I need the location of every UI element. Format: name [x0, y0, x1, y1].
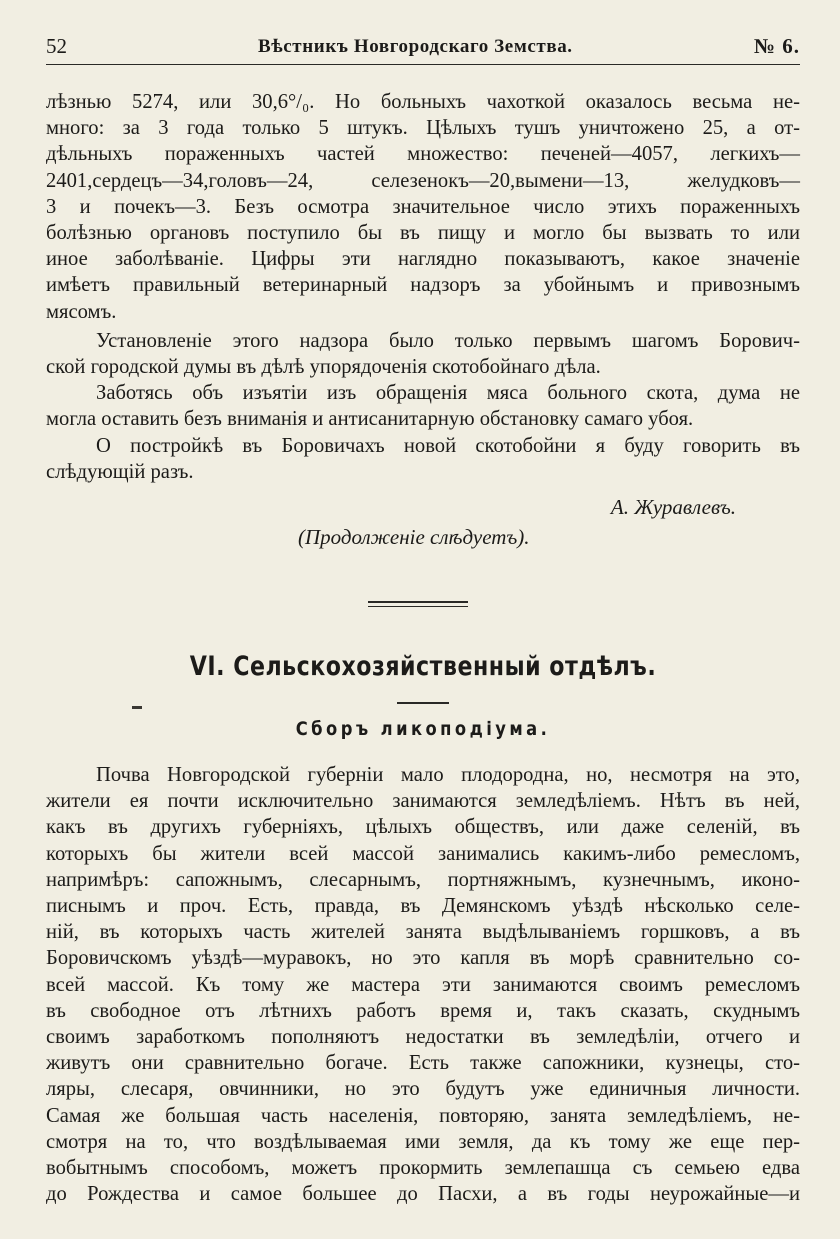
- intro-paragraph: [46, 89, 800, 325]
- text-line: дѣльныхъ пораженныхъ частей множество: печеней—4057, легкихъ—: [46, 143, 800, 166]
- journal-title: Вѣстникъ Новгородскаго Земства.: [258, 36, 573, 57]
- text-line: Установленіе этого надзора было только первымъ шагомъ Борович-: [96, 329, 800, 352]
- article-title: Сборъ ликоподіума.: [295, 718, 551, 741]
- text-line: Заботясь объ изъятіи изъ обращенія мяса больного скота, дума не: [96, 382, 800, 405]
- text-line: своимъ заработкомъ пополняютъ недостатки въ земледѣліи, отчего и: [46, 1026, 800, 1049]
- text-line: 3 и почекъ—3. Безъ осмотра значительное число этихъ пораженныхъ: [46, 195, 800, 218]
- text-line: мясомъ.: [46, 300, 117, 323]
- text-line: слѣдующій разъ.: [46, 460, 194, 483]
- text-line: живутъ они сравнительно богаче. Есть также сапожники, кузнецы, сто-: [46, 1052, 800, 1075]
- text-line: ній, въ которыхъ часть жителей занята выдѣлываніемъ горшковъ, а въ: [46, 921, 800, 944]
- text-line: писнымъ и проч. Есть, правда, въ Демянскомъ уѣздѣ нѣсколько селе-: [46, 895, 800, 918]
- issue-number: № 6.: [753, 34, 800, 58]
- text-line: какъ въ другихъ губерніяхъ, цѣлыхъ обществъ, или даже селеній, въ: [46, 816, 800, 839]
- establishment-paragraph: [46, 328, 800, 380]
- text-line: могла оставить безъ вниманія и антисанитарную обстановку самаго убоя.: [46, 408, 694, 431]
- text-line: ляры, слесаря, овчинники, но это будутъ уже единичныя личности.: [46, 1078, 800, 1101]
- text-line: всей массой. Къ тому же мастера эти занимаются своимъ ремесломъ: [46, 973, 800, 996]
- text-line: Почва Новгородской губерніи мало плодородна, но, несмотря на это,: [96, 764, 800, 787]
- text-line: Боровичскомъ уѣздѣ—муравокъ, но это капля въ морѣ сравнительно со-: [46, 947, 800, 970]
- author-signature: А. Журавлевъ.: [610, 495, 736, 520]
- text-line: много: за 3 года только 5 штукъ. Цѣлыхъ тушъ уничтожено 25, а от-: [46, 117, 800, 140]
- page-number: 52: [46, 34, 67, 58]
- text-line: въ свободное отъ лѣтнихъ работъ время и, такъ сказать, скуднымъ: [46, 999, 800, 1022]
- text-line: лѣзнью 5274, или 30,6°/₀. Но больныхъ чахоткой оказалось весьма не-: [46, 91, 800, 113]
- print-speck: [132, 706, 142, 709]
- heading-rule: [397, 702, 449, 704]
- journal-page: [46, 30, 800, 1208]
- text-line: которыхъ бы жители всей массой занимались какимъ-либо ремесломъ,: [46, 842, 800, 865]
- text-line: смотря на то, что воздѣлываемая ими земля, да къ тому же еще пер-: [46, 1130, 800, 1153]
- text-line: имѣетъ правильный ветеринарный надзоръ за убойнымъ и привознымъ: [46, 274, 800, 297]
- text-line: вобытнымъ способомъ, можетъ прокормить землепашца съ семьею едва: [46, 1157, 800, 1180]
- text-line: до Рождества и самое большее до Пасхи, а въ годы неурожайные—и: [46, 1183, 800, 1206]
- text-line: напримѣръ: сапожнымъ, слесарнымъ, портняжнымъ, кузнечнымъ, иконо-: [46, 868, 800, 891]
- text-line: болѣзнью органовъ поступило бы въ пищу и могло бы вызвать то или: [46, 222, 800, 245]
- section-divider: [368, 601, 468, 607]
- care-paragraph: [46, 380, 800, 432]
- to-be-continued-note: (Продолженіе слѣдуетъ).: [298, 525, 530, 550]
- article-body-paragraph: [46, 762, 800, 1207]
- text-line: Самая же большая часть населенія, повторяю, занята земледѣліемъ, не-: [46, 1104, 800, 1127]
- text-line: О постройкѣ въ Боровичахъ новой скотобойни я буду говорить въ: [96, 434, 800, 457]
- building-paragraph: [46, 433, 800, 485]
- running-header: [46, 30, 800, 65]
- text-line: иное заболѣваніе. Цифры эти наглядно показываютъ, какое значеніе: [46, 248, 800, 271]
- section-heading: VI. Сельскохозяйственный отдѣлъ.: [189, 651, 657, 683]
- text-line: ской городской думы въ дѣлѣ упорядоченія скотобойнаго дѣла.: [46, 356, 601, 379]
- text-line: 2401,сердецъ—34,головъ—24, селезенокъ—20,вымени—13, желудковъ—: [46, 169, 800, 192]
- text-line: жители ея почти исключительно занимаются земледѣліемъ. Нѣтъ въ ней,: [46, 790, 800, 813]
